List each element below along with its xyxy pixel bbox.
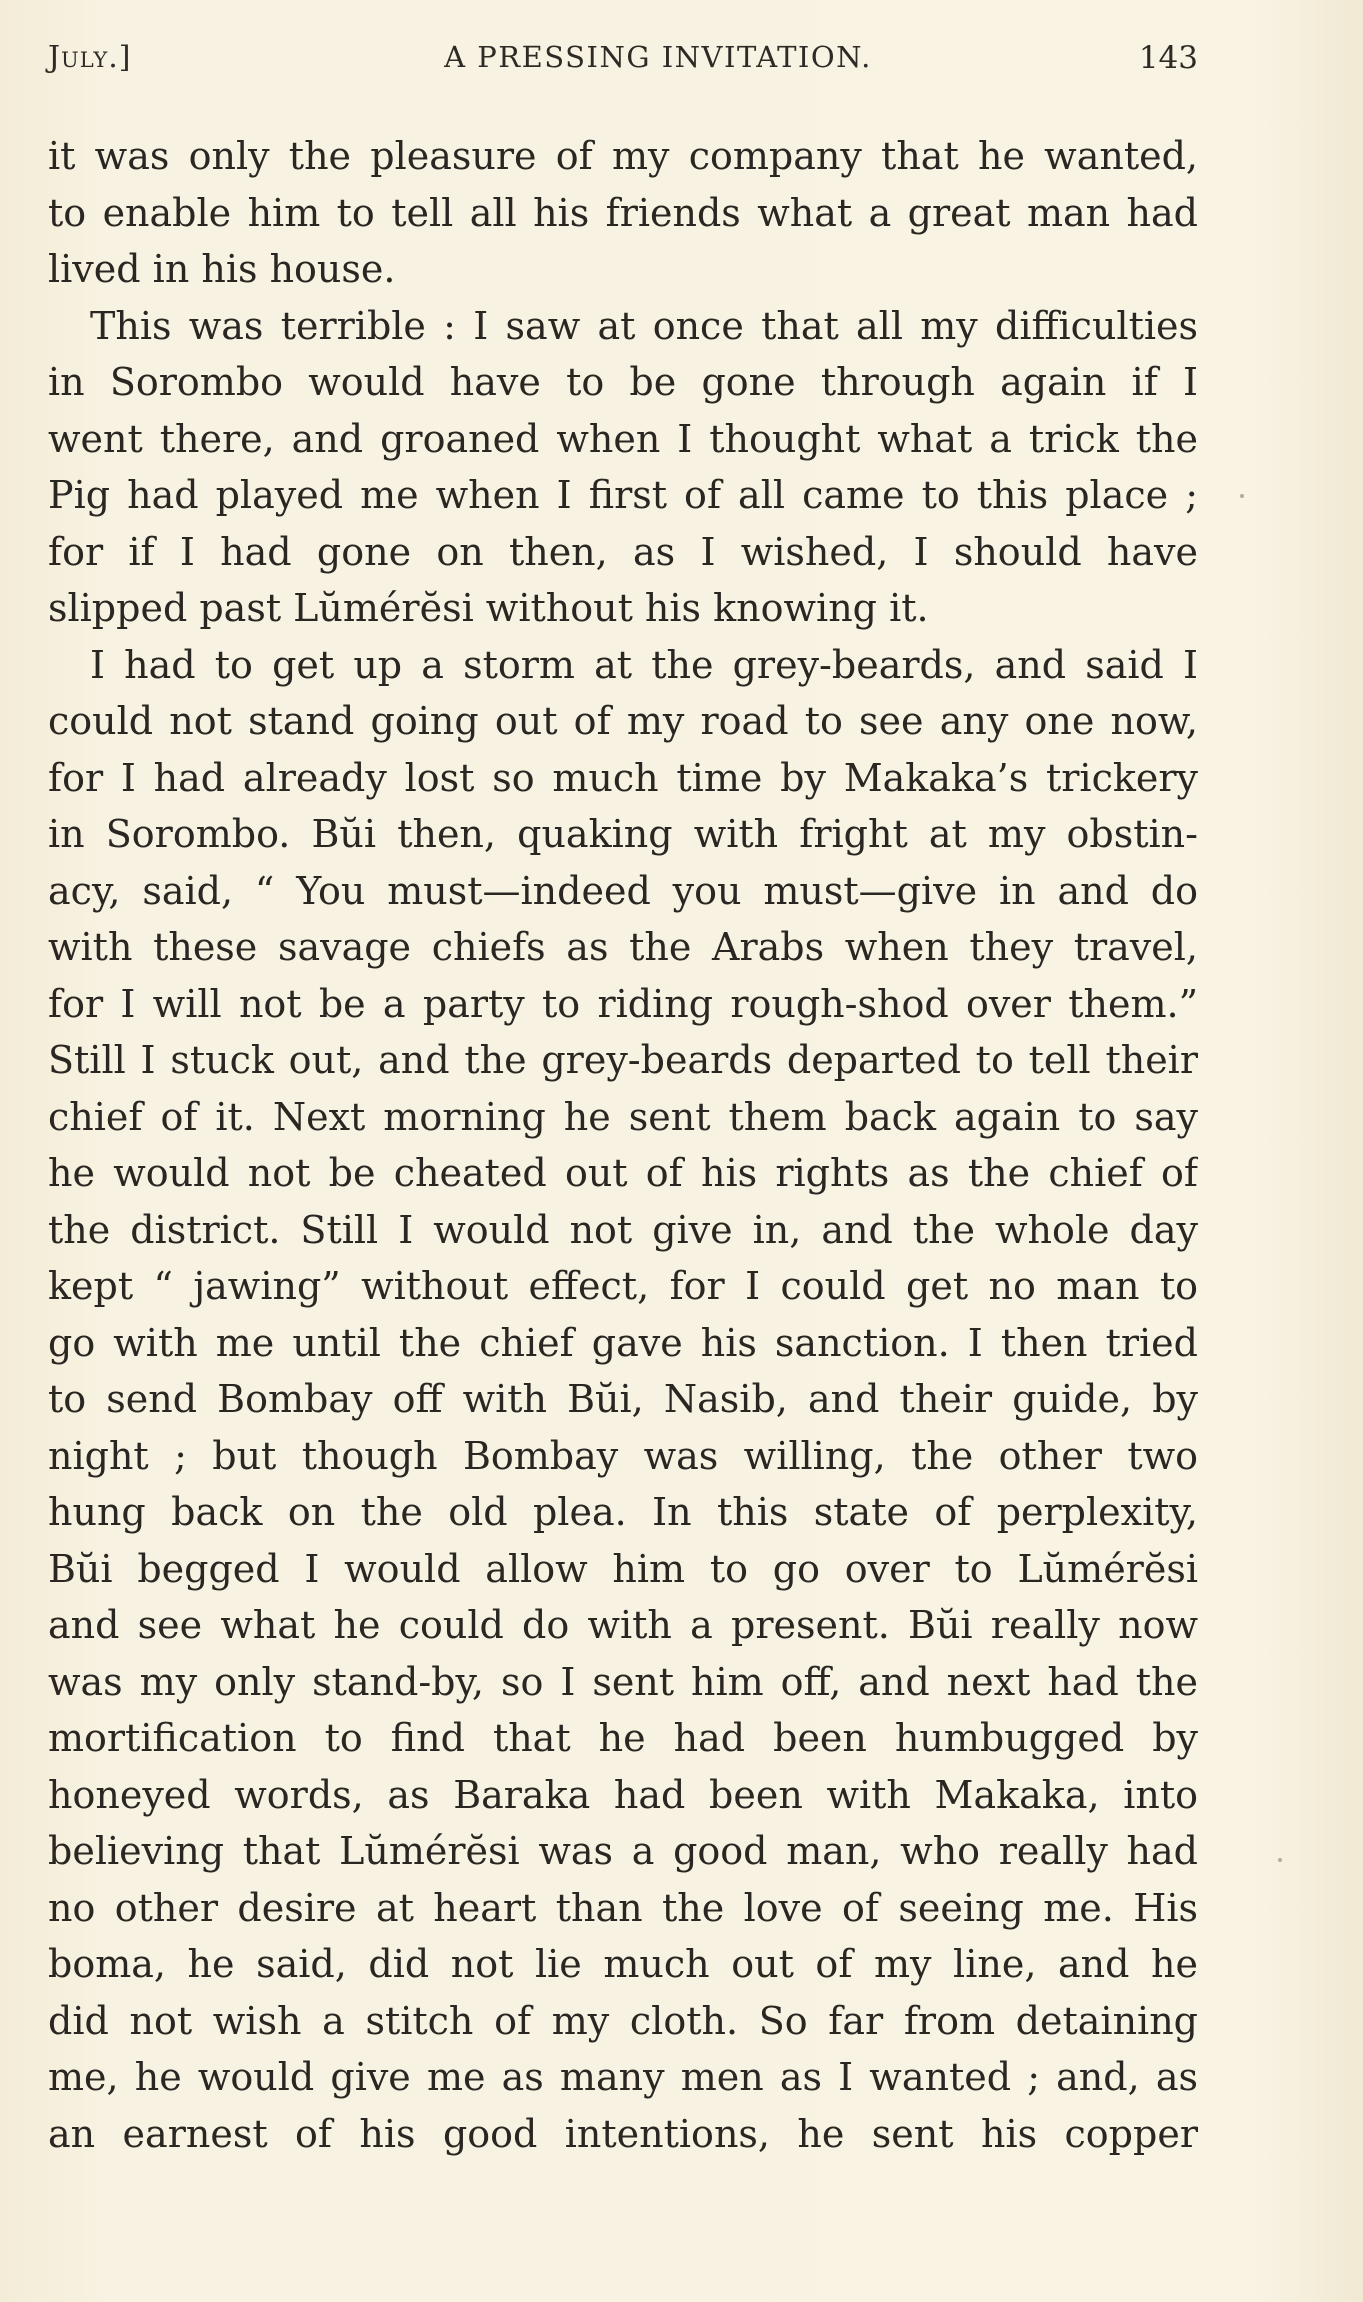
- text-line: did not wish a stitch of my cloth. So far from detaining: [48, 1998, 1198, 2043]
- text-line: the district. Still I would not give in, and the whole day: [48, 1207, 1198, 1252]
- text-line: slipped past Lŭmérĕsi without his knowing it.: [48, 586, 929, 630]
- text-line: was my only stand-by, so I sent him off, and next had the: [48, 1659, 1198, 1704]
- text-line: I had to get up a storm at the grey-beards, and said I: [90, 642, 1198, 687]
- header-month: July.]: [48, 40, 132, 75]
- text-line: Still I stuck out, and the grey-beards departed to tell their: [48, 1038, 1198, 1082]
- text-line: kept “ jawing” without effect, for I could get no man to: [48, 1264, 1198, 1308]
- text-line: to send Bombay off with Bŭi, Nasib, and their guide, by: [48, 1377, 1198, 1421]
- paper-speck: [1240, 494, 1244, 498]
- text-line: it was only the pleasure of my company that he wanted,: [48, 134, 1198, 178]
- text-line: Pig had played me when I first of all came to this place ;: [48, 473, 1198, 517]
- text-line: hung back on the old plea. In this state of perplexity,: [48, 1490, 1198, 1534]
- paper-speck: [1278, 1858, 1282, 1862]
- text-line: for I had already lost so much time by Makaka’s trickery: [48, 755, 1198, 800]
- text-line: in Sorombo. Bŭi then, quaking with fright at my obstin-: [48, 812, 1198, 856]
- text-line: chief of it. Next morning he sent them back again to say: [48, 1094, 1198, 1139]
- text-line: and see what he could do with a present. Bŭi really now: [48, 1603, 1198, 1647]
- text-line: with these savage chiefs as the Arabs when they travel,: [48, 925, 1198, 969]
- text-line: he would not be cheated out of his rights as the chief of: [48, 1151, 1198, 1195]
- text-line: go with me until the chief gave his sanction. I then tried: [48, 1320, 1198, 1365]
- text-line: could not stand going out of my road to see any one now,: [48, 699, 1198, 743]
- text-line: for I will not be a party to riding rough-shod over them.”: [48, 981, 1198, 1026]
- header-chapter-title: A PRESSING INVITATION.: [444, 40, 872, 74]
- text-line: in Sorombo would have to be gone through again if I: [48, 360, 1198, 404]
- text-line: acy, said, “ You must—indeed you must—give in and do: [48, 868, 1198, 913]
- text-line: honeyed words, as Baraka had been with Makaka, into: [48, 1772, 1198, 1817]
- text-line: no other desire at heart than the love of seeing me. His: [48, 1885, 1198, 1930]
- text-line: for if I had gone on then, as I wished, I should have: [48, 529, 1198, 574]
- text-line: Bŭi begged I would allow him to go over to Lŭmérĕsi: [48, 1546, 1198, 1591]
- page-number: 143: [1138, 40, 1198, 76]
- text-line: an earnest of his good intentions, he sent his copper: [48, 2111, 1198, 2156]
- text-line: to enable him to tell all his friends what a great man had: [48, 190, 1198, 235]
- body-text: [48, 128, 1198, 2162]
- text-line: believing that Lŭmérĕsi was a good man, who really had: [48, 1829, 1198, 1873]
- text-line: went there, and groaned when I thought what a trick the: [48, 416, 1198, 461]
- text-line: night ; but though Bombay was willing, the other two: [48, 1433, 1198, 1478]
- running-header: [48, 40, 1198, 80]
- text-line: mortification to find that he had been humbugged by: [48, 1716, 1198, 1760]
- text-line: boma, he said, did not lie much out of my line, and he: [48, 1942, 1198, 1986]
- text-line: lived in his house.: [48, 247, 396, 291]
- text-line: This was terrible : I saw at once that all my difficulties: [90, 303, 1198, 348]
- text-line: me, he would give me as many men as I wanted ; and, as: [48, 2055, 1198, 2099]
